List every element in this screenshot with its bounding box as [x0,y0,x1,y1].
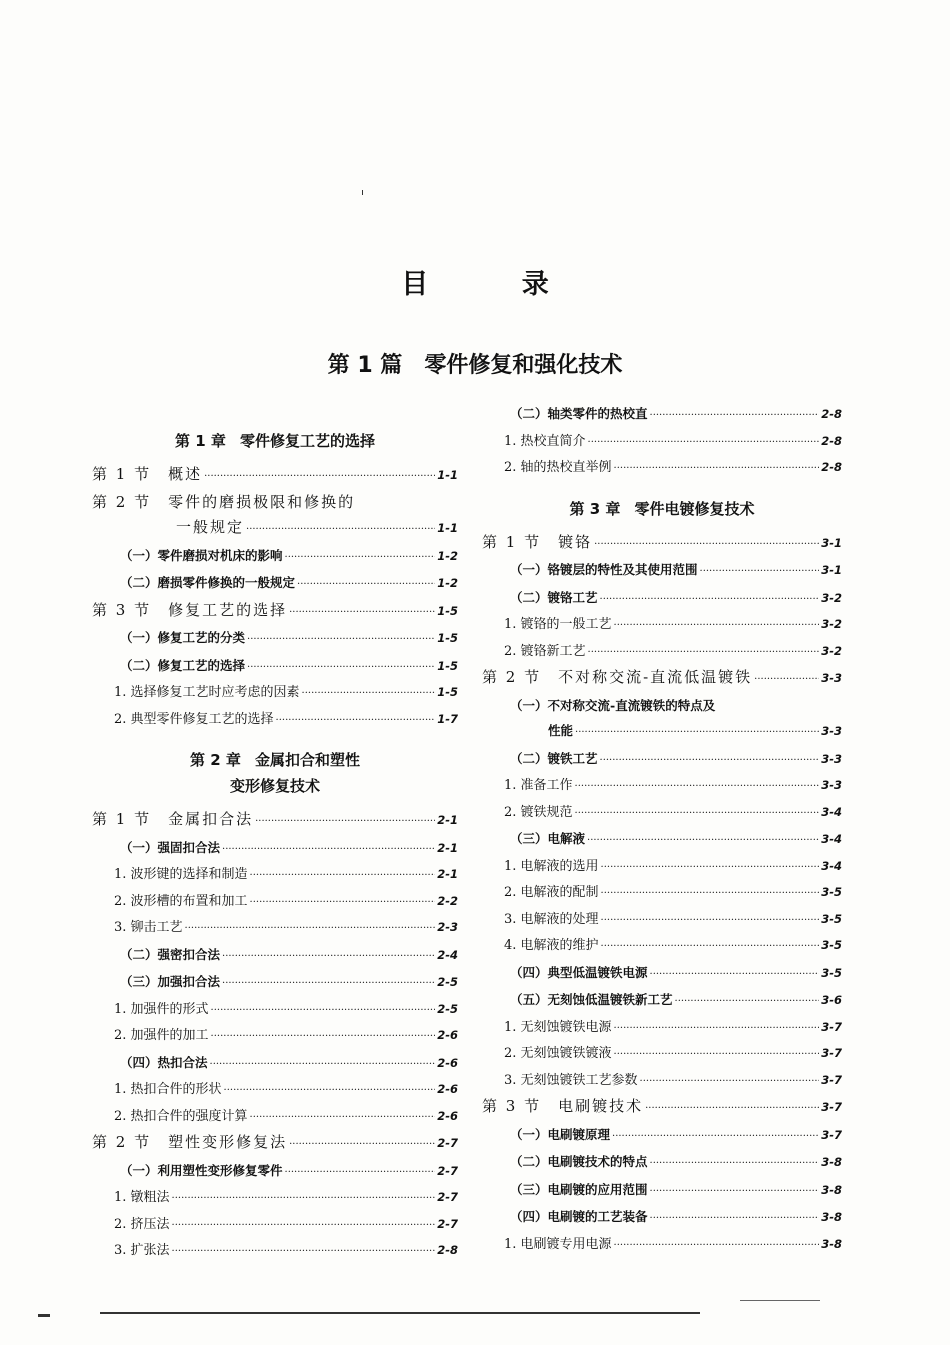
page-number: 3-6 [821,993,842,1007]
page-number: 2-7 [437,1216,458,1231]
toc-entry[interactable] [92,997,458,1024]
toc-entry[interactable] [482,585,842,613]
page-number: 1-5 [437,685,458,699]
toc-entry[interactable] [92,1023,458,1050]
page-number: 2-1 [437,867,458,881]
toc-entry[interactable] [482,401,842,429]
entry-text: （一）强固扣合法 [120,839,221,855]
entry-text: （二）磨损零件修换的一般规定 [120,575,296,590]
page-number: 2-8 [821,407,842,421]
entry-text: 4. 电解液的维护 [504,938,599,953]
entry-text: 3. 扩张法 [114,1243,170,1258]
toc-entry[interactable] [92,462,458,490]
page-number: 2-8 [821,460,842,474]
page-number: 2-6 [437,1108,458,1123]
page-number: 2-5 [437,1001,458,1016]
toc-entry[interactable] [482,746,842,774]
page-number: 3-3 [821,778,842,792]
toc-entry[interactable] [92,515,458,543]
toc-entry[interactable] [92,835,458,863]
page-number: 3-2 [821,617,842,631]
page-number: 1-5 [437,603,458,618]
toc-entry[interactable] [92,1104,458,1131]
page-number: 3-2 [821,590,842,605]
entry-text: 3. 电解液的处理 [504,911,599,927]
toc-entry[interactable] [482,530,842,558]
toc-entry[interactable] [92,1077,458,1104]
page-number: 2-6 [437,1082,458,1096]
entry-text: 2. 热扣合件的强度计算 [114,1108,248,1124]
entry-text: （一）铬镀层的特性及其使用范围 [510,562,698,577]
page-number: 2-6 [437,1028,458,1042]
page-number: 3-5 [821,911,842,926]
entry-text: 性能 [548,723,574,738]
toc-entry[interactable] [482,907,842,934]
toc-entry[interactable] [482,960,842,988]
chapter-label: 第 3 章 [569,499,621,518]
toc-entry[interactable] [92,570,458,598]
page-number: 3-7 [821,1127,842,1142]
entry-text: （二）修复工艺的选择 [120,657,246,673]
toc-entry[interactable] [92,862,458,889]
toc-entry[interactable] [482,1094,842,1122]
entry-text: 2. 无刻蚀镀铁镀液 [504,1046,612,1061]
page-number: 3-7 [821,1072,842,1087]
entry-text: （二）电刷镀技术的特点 [510,1154,648,1169]
page-number: 3-5 [821,885,842,899]
page-number: 3-7 [821,1100,842,1114]
entry-text: （一）零件磨损对机床的影响 [120,547,283,563]
toc-entry[interactable] [92,889,458,916]
entry-text: 2. 轴的热校直举例 [504,460,612,475]
entry-text: （四）电刷镀的工艺装备 [510,1209,648,1224]
scan-speck [362,190,363,195]
toc-entry[interactable] [482,1122,842,1150]
entry-text: 2. 镀铁规范 [504,804,573,820]
chapter-name: 零件电镀修复技术 [634,499,755,518]
page-number: 2-7 [437,1136,458,1150]
toc-entry[interactable] [482,933,842,960]
page-number: 3-4 [821,858,842,873]
toc-entry[interactable] [482,880,842,907]
page-number: 1-1 [437,521,458,535]
chapter-heading [92,747,458,773]
part-name: 零件修复和强化技术 [424,353,623,378]
chapter-name: 零件修复工艺的选择 [239,432,375,450]
toc-entry[interactable] [482,455,842,482]
entry-text: （二）镀铁工艺 [510,750,598,766]
toc-entry[interactable] [92,1130,458,1158]
page-number: 3-5 [821,965,842,980]
page-number: 3-4 [821,832,842,846]
page-number: 3-3 [821,751,842,766]
scan-speck [38,1314,50,1317]
page-number: 1-2 [437,576,458,590]
toc-entry-line[interactable]: 第 2 节 零件的磨损极限和修换的 [92,492,356,511]
toc-entry[interactable] [92,680,458,707]
toc-entry-line[interactable] [482,693,842,719]
toc-entry[interactable] [92,625,458,653]
page-number: 3-2 [821,643,842,658]
entry-text: 3. 铆击工艺 [114,920,183,935]
entry-text: （三）加强扣合法 [120,974,221,989]
entry-text: 第 3 节 修复工艺的选择 [92,600,288,619]
entry-text: （四）热扣合法 [120,1054,208,1070]
part-label: 第 1 篇 [327,353,403,378]
page-number: 2-5 [437,975,458,989]
page-number: 1-7 [437,711,458,726]
page-number: 2-4 [437,947,458,962]
page-number: 2-7 [437,1190,458,1204]
page-number: 2-8 [437,1243,458,1257]
page-number: 1-5 [437,631,458,645]
page-number: 3-7 [821,1019,842,1034]
entry-text: （一）电刷镀原理 [510,1126,611,1142]
toc-entry[interactable] [92,1212,458,1239]
toc-entry[interactable] [482,718,842,746]
page-number: 3-1 [821,563,842,577]
entry-text: （二）镀铬工艺 [510,589,598,605]
chapter-label: 第 1 章 [175,432,226,450]
toc-entry[interactable] [482,639,842,666]
entry-text: 2. 加强件的加工 [114,1028,209,1043]
entry-text: 1. 无刻蚀镀铁电源 [504,1019,612,1035]
toc-entry[interactable] [92,807,458,835]
toc-entry[interactable] [482,1149,842,1177]
page-number: 3-3 [821,671,842,685]
page-number: 2-7 [437,1163,458,1178]
toc-entry[interactable] [92,543,458,571]
entry-text: （三）电刷镀的应用范围 [510,1181,648,1197]
entry-text: 1. 热扣合件的形状 [114,1082,222,1097]
entry-text: 1. 镀铬的一般工艺 [504,617,612,632]
toc-entry[interactable] [92,1050,458,1078]
toc-entry[interactable] [482,854,842,881]
entry-text: 第 1 节 概述 [92,465,203,483]
toc-entry[interactable] [482,1068,842,1095]
entry-text: 3. 无刻蚀镀铁工艺参数 [504,1072,638,1088]
entry-text: （一）利用塑性变形修复零件 [120,1162,283,1178]
entry-text: 2. 电解液的配制 [504,885,599,900]
page-number: 3-8 [821,1182,842,1197]
toc-entry[interactable] [482,1204,842,1232]
toc-entry[interactable] [482,987,842,1015]
entry-text: 一般规定 [176,518,245,536]
page-title: 目 录 [401,269,591,300]
toc-entry[interactable] [482,1177,842,1205]
bottom-scan-line-short [740,1300,820,1301]
entry-text: （三）电解液 [510,831,586,846]
entry-text: 1. 电刷镀专用电源 [504,1236,612,1252]
chapter-heading-cont: 变形修复技术 [229,777,320,795]
page-number: 2-2 [437,893,458,908]
entry-text: 第 1 节 金属扣合法 [92,810,254,828]
entry-text: 2. 典型零件修复工艺的选择 [114,711,274,727]
entry-text: 1. 波形键的选择和制造 [114,867,248,882]
toc-entry[interactable] [482,557,842,585]
page-number: 3-5 [821,938,842,952]
page-number: 3-1 [821,535,842,550]
chapter-label: 第 2 章 [190,751,241,769]
page-number: 2-8 [821,433,842,448]
toc-left-column [92,428,458,1265]
toc-entry[interactable] [482,773,842,800]
page-number: 2-3 [437,920,458,934]
entry-text: 第 2 节 不对称交流-直流低温镀铁 [482,668,753,686]
toc-entry[interactable] [482,1015,842,1042]
entry-text: 1. 电解液的选用 [504,858,599,874]
part-heading [0,348,950,379]
entry-text: 1. 加强件的形式 [114,1001,209,1017]
entry-text: 第 1 节 镀铬 [482,532,593,551]
chapter-heading [482,496,842,522]
page-number: 2-6 [437,1055,458,1070]
entry-text: 2. 波形槽的布置和加工 [114,893,248,909]
toc-entry[interactable] [482,665,842,693]
entry-text: 1. 选择修复工艺时应考虑的因素 [114,685,300,700]
page-number: 3-8 [821,1210,842,1224]
entry-text: 第 2 节 塑性变形修复法 [92,1133,288,1151]
toc-entry[interactable] [92,1185,458,1212]
toc-entry[interactable] [92,1158,458,1186]
toc-entry[interactable] [482,1232,842,1259]
entry-text: 2. 挤压法 [114,1216,170,1232]
toc-entry[interactable] [482,429,842,456]
page-number: 3-7 [821,1046,842,1060]
page-number: 3-3 [821,724,842,738]
entry-text: （二）轴类零件的热校直 [510,406,648,421]
entry-text: 1. 准备工作 [504,778,573,793]
page-number: 2-1 [437,840,458,855]
toc-entry[interactable] [92,653,458,681]
toc-entry[interactable] [92,707,458,734]
chapter-name: 金属扣合和塑性 [254,751,360,769]
entry-text: （五）无刻蚀低温镀铁新工艺 [510,992,673,1007]
toc-entry[interactable] [92,1238,458,1265]
entry-text: 1. 镦粗法 [114,1190,170,1205]
toc-entry[interactable] [482,612,842,639]
entry-text: （四）典型低温镀铁电源 [510,964,648,980]
bottom-scan-line [100,1312,700,1314]
entry-text: 2. 镀铬新工艺 [504,643,586,659]
page-number: 3-8 [821,1236,842,1251]
entry-text: （二）强密扣合法 [120,946,221,962]
toc-entry[interactable] [482,800,842,827]
toc-entry[interactable] [482,1041,842,1068]
toc-entry[interactable] [92,969,458,997]
chapter-heading [92,428,458,454]
entry-text: 第 3 节 电刷镀技术 [482,1097,644,1115]
toc-entry[interactable] [92,915,458,942]
entry-text: （一）修复工艺的分类 [120,630,246,645]
entry-text: 1. 热校直简介 [504,433,586,449]
toc-right-column [482,401,842,1258]
page-number: 2-1 [437,813,458,827]
page-number: 1-1 [437,468,458,482]
page-number: 1-5 [437,658,458,673]
page-number: 3-4 [821,804,842,819]
toc-entry[interactable] [92,942,458,970]
entry-text: （一）不对称交流-直流镀铁的特点及 [510,697,716,713]
page-number: 1-2 [437,548,458,563]
page-number: 3-8 [821,1155,842,1169]
toc-entry[interactable] [482,826,842,854]
toc-entry[interactable] [92,598,458,626]
